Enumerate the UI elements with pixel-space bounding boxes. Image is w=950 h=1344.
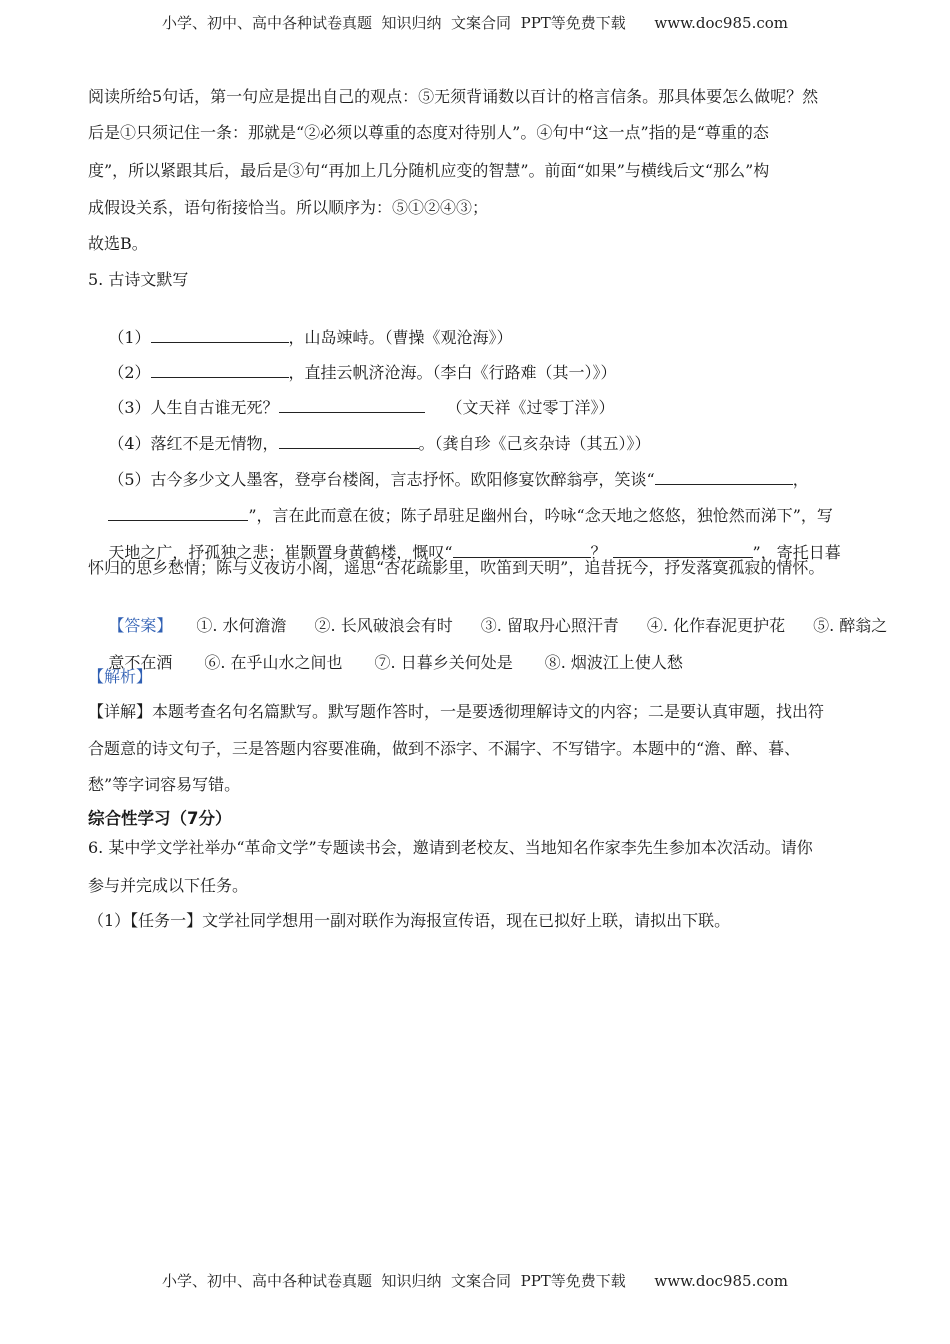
q5-item-2-prefix: （2） xyxy=(108,363,151,382)
detail-line: 合题意的诗文句子，三是答题内容要准确，做到不添字、不漏字、不写错字。本题中的“澹、醉、暮、 xyxy=(88,739,801,758)
q5-item-1-text: ，山岛竦峙。（曹操《观沧海》） xyxy=(288,328,513,347)
answer-item: ⑧. 烟波江上使人愁 xyxy=(544,653,683,672)
answer-item: ⑦. 日暮乡关何处是 xyxy=(374,653,513,672)
analysis-line: 后是①只须记住一条：那就是“②必须以尊重的态度对待别人”。④句中“这一点”指的是“尊重的态 xyxy=(88,123,769,142)
q5-item-5-text: （5）古今多少文人墨客，登亭台楼阁，言志抒怀。欧阳修宴饮醉翁亭，笑谈“ xyxy=(108,470,655,489)
detail-line: 【详解】本题考查名句名篇默写。默写题作答时，一是要透彻理解诗文的内容；二是要认真审题，找出符 xyxy=(88,702,825,721)
q5-item-5-text: 天地之广，抒孤独之悲；崔颢置身黄鹤楼，慨叹“ xyxy=(108,543,453,562)
q5-item-3-text: （文天祥《过零丁洋》） xyxy=(446,398,615,417)
answer-item: ③. 留取丹心照汗青 xyxy=(480,616,619,635)
answer-label: 【答案】 xyxy=(108,616,173,635)
answer-item: ⑥. 在乎山水之间也 xyxy=(204,653,343,672)
analysis-line: 阅读所给5句话，第一句应是提出自己的观点：⑤无须背诵数以百计的格言信条。那具体要怎么做呢？然 xyxy=(88,87,819,106)
section-title: 综合性学习（7分） xyxy=(88,809,232,828)
page-header: 小学、初中、高中各种试卷真题 知识归纳 文案合同 PPT等免费下载 www.doc985.com xyxy=(161,14,788,32)
answer-item: ①. 水何澹澹 xyxy=(196,616,287,635)
question-6-line: 6. 某中学文学社举办“革命文学”专题读书会，邀请到老校友、当地知名作家李先生参加本次活动。请你 xyxy=(88,838,813,857)
question-6-line: 参与并完成以下任务。 xyxy=(88,876,249,895)
detail-line: 愁”等字词容易写错。 xyxy=(88,775,241,794)
analysis-label: 【解析】 xyxy=(88,667,153,686)
answer-blank xyxy=(453,542,591,558)
q5-item-4-text: 。（龚自珍《己亥杂诗（其五）》） xyxy=(418,434,651,453)
q5-item-2-text: ，直挂云帆济沧海。（李白《行路难（其一）》） xyxy=(288,363,617,382)
answer-blank xyxy=(108,505,248,521)
answer-item: ④. 化作春泥更护花 xyxy=(646,616,786,635)
analysis-line: 故选B。 xyxy=(88,234,148,253)
analysis-line: 成假设关系，语句衔接恰当。所以顺序为：⑤①②④③； xyxy=(88,198,489,217)
answer-item: ⑤. 醉翁之 xyxy=(813,616,888,635)
q5-item-3-prefix: （3）人生自古谁无死？ xyxy=(108,398,279,417)
q5-item-1-prefix: （1） xyxy=(108,328,151,347)
question-6-task-1: （1）【任务一】文学社同学想用一副对联作为海报宣传语，现在已拟好上联，请拟出下联。 xyxy=(88,911,731,930)
answer-item: 意不在酒 xyxy=(108,653,173,672)
q5-item-5-text: ？ xyxy=(590,543,607,562)
q5-item-4-prefix: （4）落红不是无情物， xyxy=(108,434,279,453)
q5-item-5-line-4: 怀归的思乡愁情；陈与义夜访小阁，遥思“杏花疏影里，吹笛到天明”，追昔抚今，抒发落寞孤寂的情怀。 xyxy=(88,558,825,577)
answer-line-2 xyxy=(88,630,683,696)
question-5-title: 5. 古诗文默写 xyxy=(88,270,189,289)
analysis-line: 度”，所以紧跟其后，最后是③句“再加上几分随机应变的智慧”。前面“如果”与横线后文“那么”构 xyxy=(88,161,770,180)
answer-blank xyxy=(613,542,753,558)
q5-item-5-text: ， xyxy=(792,470,809,489)
page-footer: 小学、初中、高中各种试卷真题 知识归纳 文案合同 PPT等免费下载 www.doc985.com xyxy=(161,1272,788,1290)
q5-item-5-text: ”，言在此而意在彼；陈子昂驻足幽州台，吟咏“念天地之悠悠，独怆然而涕下”，写 xyxy=(248,506,833,525)
answer-item: ②. 长风破浪会有时 xyxy=(314,616,453,635)
q5-item-5-text: ”，寄托日暮 xyxy=(752,543,841,562)
